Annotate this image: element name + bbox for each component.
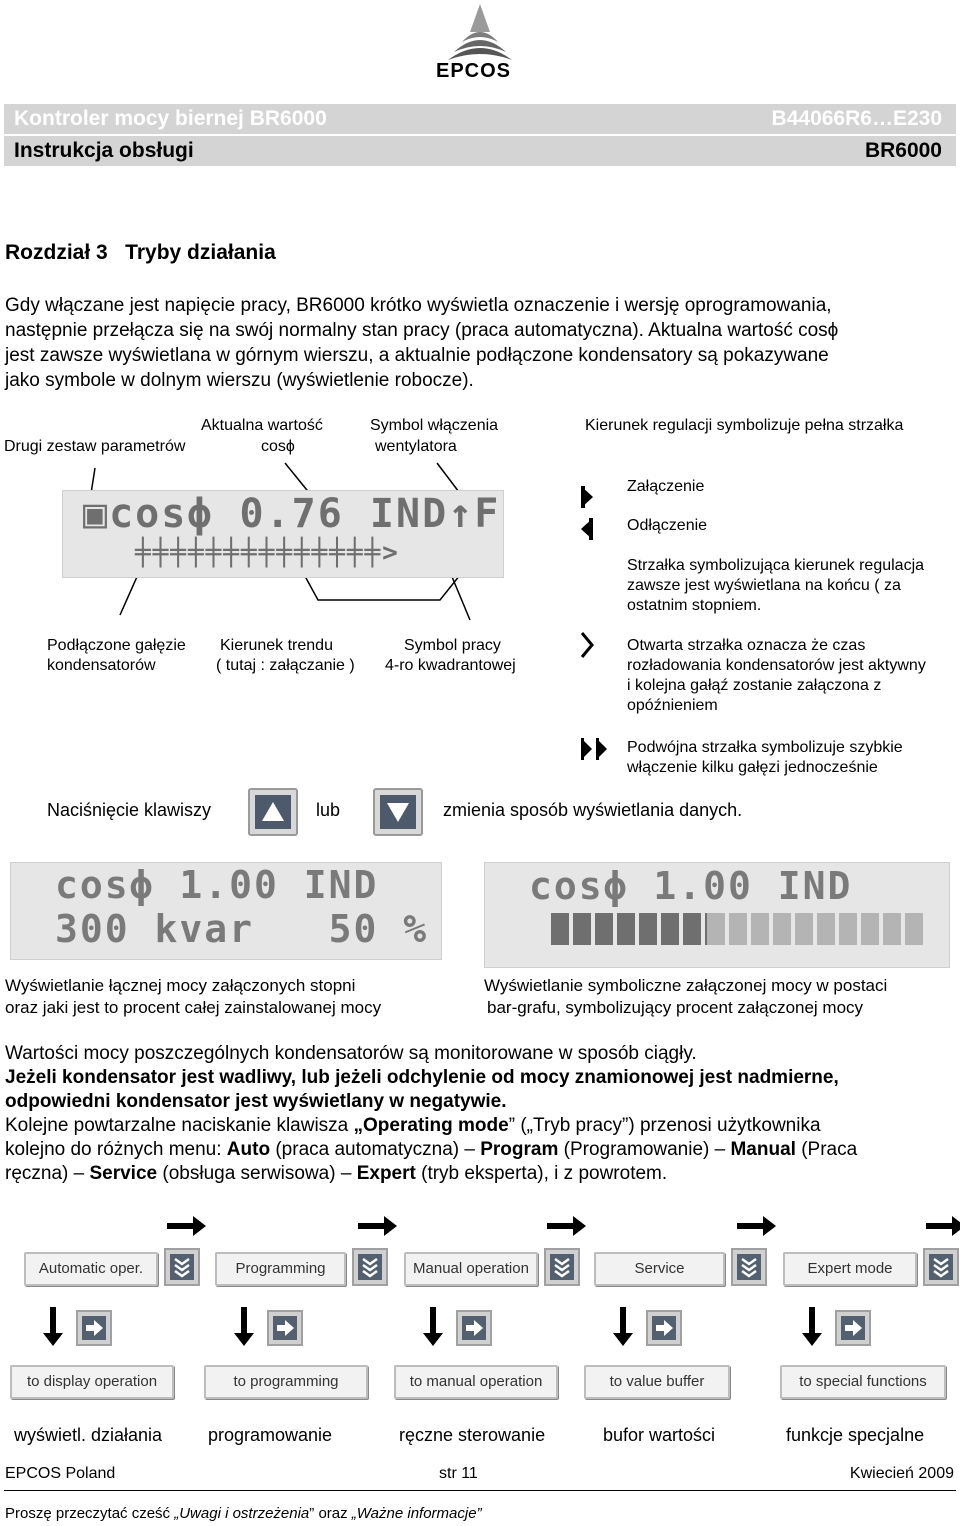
arrow-on-label: Załączenie (627, 478, 705, 495)
body-line-3a: Kolejne powtarzalne naciskanie klawisza (5, 1115, 354, 1136)
mode-button-3[interactable]: Service (594, 1252, 725, 1286)
label-fan-1: Symbol włączenia (370, 417, 499, 434)
keys-result-label: zmienia sposób wyświetlania danych. (443, 800, 743, 820)
label-direction: Kierunek regulacji symbolizuje pełna strzałka (585, 417, 904, 434)
power-lcd-line-2: 300 kvar 50 % (55, 907, 429, 951)
mode-button-0[interactable]: Automatic oper. (24, 1252, 158, 1286)
arrow-note-2: zawsze jest wyświetlana na końcu ( za (627, 577, 901, 594)
doc-title: Kontroler mocy biernej BR6000 (14, 107, 327, 130)
footer-note (5, 1505, 482, 1522)
flow-down-arrow-icon (42, 1307, 64, 1347)
double-arrow-2: włączenie kilku gałęzi jednocześnie (627, 759, 878, 776)
mode-caption-3: bufor wartości (603, 1425, 716, 1445)
operating-mode-key-icon[interactable] (352, 1248, 388, 1286)
bargraph-lcd-display (484, 862, 950, 968)
body-line-5d: Expert (356, 1163, 416, 1184)
double-arrow-icon (579, 736, 611, 762)
label-second-set: Drugi zestaw parametrów (4, 438, 186, 455)
chapter-title: Rozdział 3 Tryby działania (5, 241, 276, 264)
mode-sub-button-3[interactable]: to value buffer (584, 1365, 730, 1399)
bargraph-lcd-line-1: cosϕ 1.00 IND (529, 864, 853, 908)
label-current-cos: cosϕ (261, 438, 295, 455)
footer-note-c: ” oraz (309, 1505, 352, 1522)
label-connected-1: Podłączone gałęzie (47, 637, 186, 654)
mode-caption-4: funkcje specjalne (786, 1425, 925, 1445)
enter-key-icon[interactable] (76, 1310, 112, 1346)
operating-mode-key-icon[interactable] (731, 1248, 767, 1286)
bargraph-empty (707, 913, 927, 945)
bargraph-fill (551, 913, 707, 945)
mode-caption-0: wyświetl. działania (14, 1425, 163, 1445)
label-fan-2: wentylatora (375, 438, 457, 455)
body-line-5 (5, 1162, 955, 1186)
up-key[interactable] (248, 788, 298, 836)
label-trend-2: ( tutaj : załączanie ) (216, 657, 355, 674)
open-arrow-4: opóźnieniem (627, 697, 718, 714)
enter-key-icon[interactable] (267, 1310, 303, 1346)
footer-note-b: „Uwagi i ostrzeżenia (174, 1505, 310, 1522)
footer-note-d: „Ważne informacje” (351, 1505, 482, 1522)
flow-right-arrow-icon (358, 1215, 398, 1237)
press-keys-label: Naciśnięcie klawiszy (47, 800, 212, 820)
mode-sub-button-1[interactable]: to programming (204, 1365, 368, 1399)
operating-mode-key-icon[interactable] (164, 1248, 200, 1286)
body-line-3 (5, 1114, 955, 1138)
bargraph (551, 913, 931, 945)
arrow-off-icon (579, 516, 595, 542)
body-line-1: Wartości mocy poszczególnych kondensatorów są monitorowane w sposób ciągły. (5, 1043, 697, 1064)
body-line-4c: (praca automatyczna) – (270, 1139, 481, 1160)
arrow-on-icon (579, 484, 595, 510)
body-line-4b: Auto (226, 1139, 271, 1160)
mode-sub-button-0[interactable]: to display operation (10, 1365, 174, 1399)
double-arrow-1: Podwójna strzałka symbolizuje szybkie (627, 739, 903, 756)
mode-caption-2: ręczne sterowanie (399, 1425, 546, 1445)
flow-right-arrow-icon (547, 1215, 587, 1237)
label-mode-2: 4-ro kwadrantowej (385, 657, 516, 674)
body-line-4a: kolejno do różnych menu: (5, 1139, 227, 1160)
body-line-4f: Manual (730, 1139, 796, 1160)
operating-mode-key-icon[interactable] (923, 1248, 959, 1286)
left-caption-1: Wyświetlanie łącznej mocy załączonych stopni (5, 976, 356, 995)
right-caption-1: Wyświetlanie symboliczne załączonej mocy w postaci (484, 976, 888, 995)
footer-date: Kwiecień 2009 (849, 1465, 954, 1482)
flow-down-arrow-icon (233, 1307, 255, 1347)
open-arrow-2: rozładowania kondensatorów jest aktywny (627, 657, 926, 674)
flow-right-arrow-icon (926, 1215, 960, 1237)
up-arrow-icon (255, 795, 291, 829)
open-arrow-icon (579, 630, 595, 660)
body-bold-2: odpowiedni kondensator jest wyświetlany w negatywie. (5, 1091, 507, 1112)
epcos-logo-text: EPCOS (436, 60, 512, 82)
body-line-4e: (Programowanie) – (558, 1139, 731, 1160)
power-lcd-line-1: cosϕ 1.00 IND (55, 863, 379, 907)
flow-down-arrow-icon (612, 1307, 634, 1347)
doc-subtitle: Instrukcja obsługi (14, 139, 194, 162)
or-label: lub (316, 800, 341, 820)
mode-button-1[interactable]: Programming (215, 1252, 346, 1286)
body-line-3b: „Operating mode (353, 1115, 509, 1136)
label-trend-1: Kierunek trendu (220, 637, 333, 654)
body-line-5c: (obsługa serwisowa) – (157, 1163, 357, 1184)
arrow-note-1: Strzałka symbolizująca kierunek regulacja (627, 557, 925, 574)
left-caption-2: oraz jaki jest to procent całej zainstalowanej mocy (5, 998, 382, 1017)
enter-key-icon[interactable] (646, 1310, 682, 1346)
mode-sub-button-2[interactable]: to manual operation (394, 1365, 558, 1399)
mode-caption-1: programowanie (208, 1425, 333, 1445)
mode-button-2[interactable]: Manual operation (404, 1252, 538, 1286)
body-line-3c: ” („Tryb pracy”) przenosi użytkownika (508, 1115, 821, 1136)
down-key[interactable] (373, 788, 423, 836)
footer-left: EPCOS Poland (5, 1465, 116, 1482)
mode-button-4[interactable]: Expert mode (783, 1252, 917, 1286)
open-arrow-1: Otwarta strzałka oznacza że czas (627, 637, 866, 654)
intro-line-4: jako symbole w dolnym wierszu (wyświetlenie robocze). (5, 370, 474, 391)
enter-key-icon[interactable] (835, 1310, 871, 1346)
down-arrow-icon (380, 795, 416, 829)
label-current-value: Aktualna wartość (201, 417, 323, 434)
operating-mode-key-icon[interactable] (544, 1248, 580, 1286)
mode-sub-button-4[interactable]: to special functions (780, 1365, 946, 1399)
body-line-5a: ręczna) – (5, 1163, 90, 1184)
label-mode-1: Symbol pracy (404, 637, 501, 654)
intro-line-2: następnie przełącza się na swój normalny stan pracy (praca automatyczna). Aktualna wartość cosϕ (5, 320, 839, 341)
footer-divider (4, 1490, 956, 1491)
flow-down-arrow-icon (801, 1307, 823, 1347)
body-line-4 (5, 1138, 955, 1162)
body-line-5b: Service (89, 1163, 158, 1184)
main-lcd-display (62, 490, 504, 578)
open-arrow-3: i kolejna gałąź zostanie załączona z (627, 677, 882, 694)
body-line-4g: (Praca (795, 1139, 858, 1160)
intro-line-1: Gdy włączane jest napięcie pracy, BR6000 krótko wyświetla oznaczenie i wersję oprogramowania, (5, 295, 832, 316)
arrow-off-label: Odłączenie (627, 517, 708, 534)
label-connected-2: kondensatorów (47, 657, 156, 674)
flow-right-arrow-icon (737, 1215, 777, 1237)
footer-page: str 11 (439, 1465, 478, 1482)
power-lcd-display (10, 862, 442, 960)
intro-line-3: jest zawsze wyświetlana w górnym wierszu, a aktualnie podłączone kondensatory są pokazywane (5, 345, 829, 366)
footer-note-a: Proszę przeczytać cześć (5, 1505, 175, 1522)
doc-code: B44066R6…E230 (771, 107, 942, 130)
flow-down-arrow-icon (422, 1307, 444, 1347)
arrow-note-3: ostatnim stopniem. (627, 597, 762, 614)
body-bold-1: Jeżeli kondensator jest wadliwy, lub jeżeli odchylenie od mocy znamionowej jest nadmierne, (5, 1067, 839, 1088)
body-line-5e: (tryb eksperta), i z powrotem. (415, 1163, 668, 1184)
right-caption-2: bar-grafu, symbolizujący procent załączonej mocy (487, 998, 864, 1017)
lcd-line-1: ▣cosϕ 0.76 IND↑F (83, 491, 501, 537)
flow-right-arrow-icon (167, 1215, 207, 1237)
lcd-line-2: ╪╪╪╪╪╪╪╪╪╪╪╪╪╪> (135, 538, 400, 568)
body-line-4d: Program (480, 1139, 559, 1160)
doc-model: BR6000 (864, 139, 942, 162)
enter-key-icon[interactable] (456, 1310, 492, 1346)
